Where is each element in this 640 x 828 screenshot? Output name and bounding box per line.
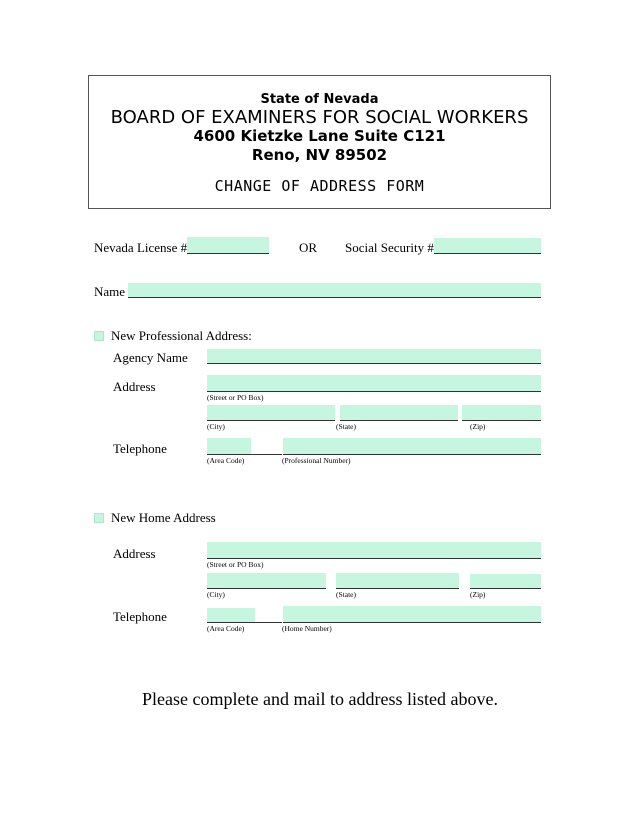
professional-area-code-caption: (Area Code) [207, 456, 245, 465]
professional-zip-caption: (Zip) [470, 422, 486, 431]
professional-zip-field[interactable] [462, 405, 541, 421]
home-street-caption: (Street or PO Box) [207, 560, 264, 569]
home-zip-caption: (Zip) [470, 590, 486, 599]
home-number-caption: (Home Number) [282, 624, 332, 633]
phone-separator-line [255, 622, 282, 623]
name-field[interactable] [128, 283, 541, 298]
professional-street-field[interactable] [207, 375, 541, 392]
professional-number-caption: (Professional Number) [282, 456, 351, 465]
home-city-caption: (City) [207, 590, 225, 599]
professional-telephone-label: Telephone [113, 441, 167, 456]
professional-street-caption: (Street or PO Box) [207, 393, 264, 402]
license-label: Nevada License # [94, 240, 188, 255]
home-section-label: New Home Address [111, 510, 216, 525]
home-address-checkbox[interactable] [94, 513, 104, 523]
home-state-caption: (State) [336, 590, 356, 599]
ssn-field[interactable] [434, 238, 541, 254]
professional-number-field[interactable] [283, 438, 541, 455]
or-label: OR [299, 240, 318, 255]
license-field[interactable] [187, 237, 269, 254]
professional-city-field[interactable] [207, 405, 335, 421]
home-city-field[interactable] [207, 573, 326, 589]
board-address-line1: 4600 Kietzke Lane Suite C121 [193, 127, 446, 145]
home-area-code-caption: (Area Code) [207, 624, 245, 633]
home-state-field[interactable] [336, 573, 459, 589]
professional-state-field[interactable] [340, 405, 458, 421]
agency-name-field[interactable] [207, 349, 541, 364]
home-address-label: Address [113, 546, 156, 561]
home-telephone-label: Telephone [113, 609, 167, 624]
professional-address-label: Address [113, 379, 156, 394]
form-header [88, 75, 551, 209]
professional-section-label: New Professional Address: [111, 328, 252, 343]
name-label: Name [94, 284, 126, 299]
home-zip-field[interactable] [470, 574, 541, 589]
home-number-field[interactable] [283, 606, 541, 623]
form-title: CHANGE OF ADDRESS FORM [214, 177, 425, 195]
agency-name-label: Agency Name [113, 350, 188, 365]
board-title: BOARD OF EXAMINERS FOR SOCIAL WORKERS [110, 107, 529, 128]
mail-instruction: Please complete and mail to address listed above. [142, 689, 498, 709]
professional-area-code-field[interactable] [207, 438, 251, 455]
board-address-line2: Reno, NV 89502 [251, 146, 388, 164]
home-street-field[interactable] [207, 542, 541, 559]
professional-city-caption: (City) [207, 422, 225, 431]
ssn-label: Social Security # [345, 240, 434, 255]
state-heading: State of Nevada [260, 92, 379, 107]
home-area-code-field[interactable] [207, 608, 255, 623]
professional-address-checkbox[interactable] [94, 331, 104, 341]
professional-state-caption: (State) [336, 422, 356, 431]
phone-separator-line [251, 454, 282, 455]
